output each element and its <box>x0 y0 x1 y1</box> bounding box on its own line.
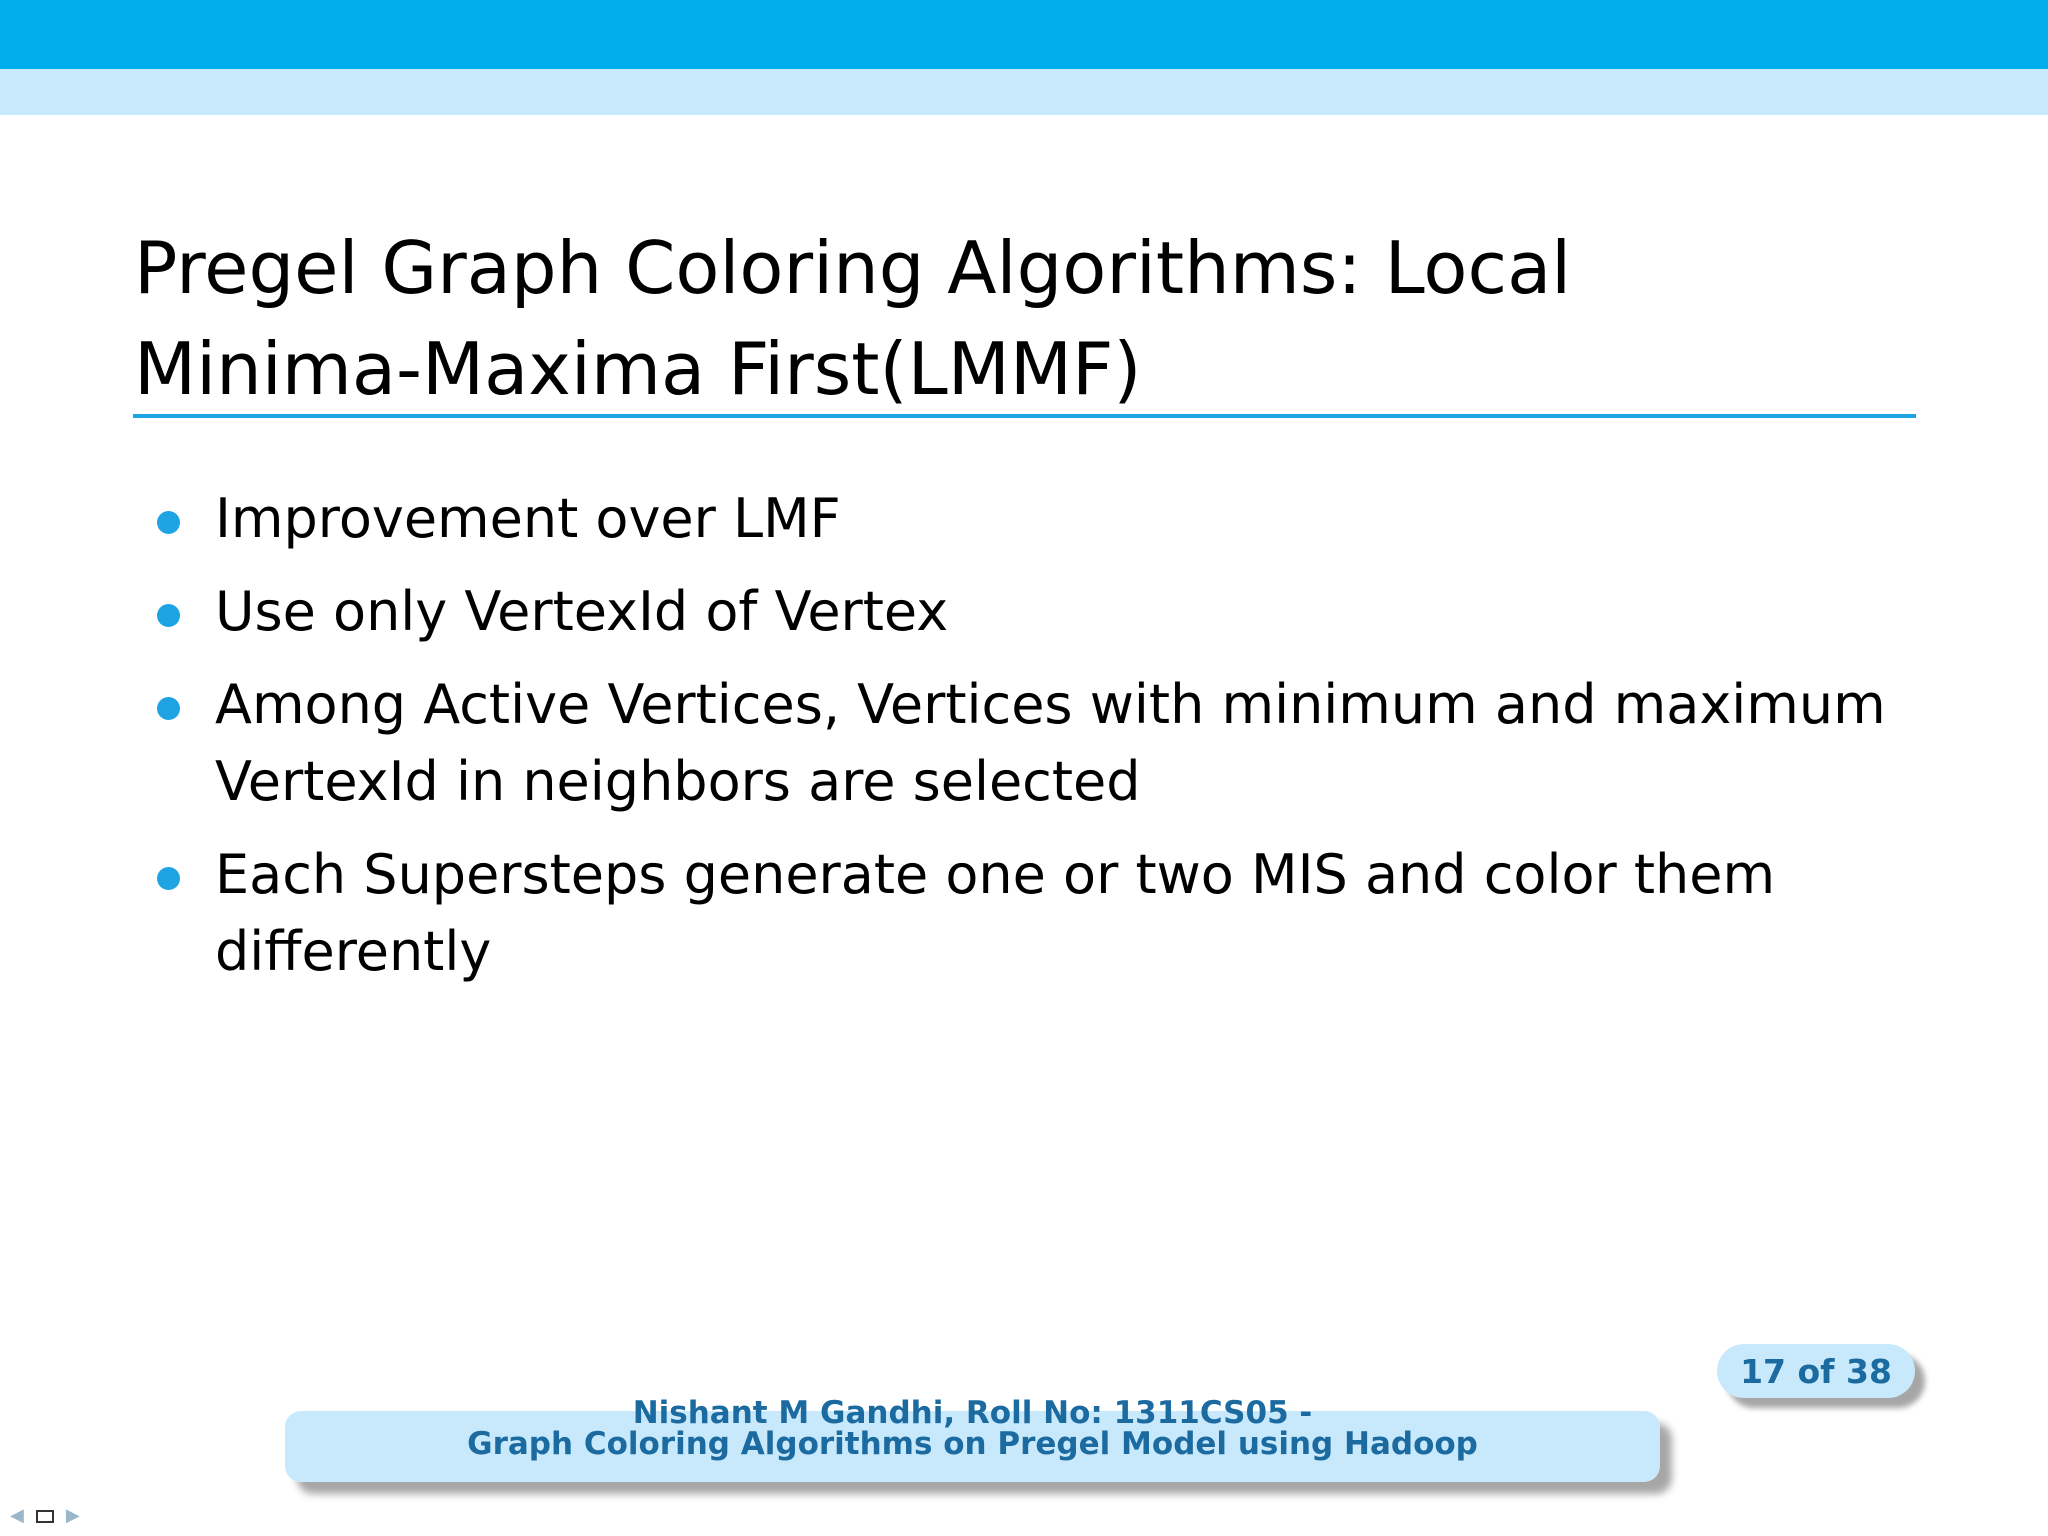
bullet-dot-icon <box>157 604 180 627</box>
frame-icon[interactable] <box>36 1510 54 1523</box>
slide-title <box>134 218 1914 420</box>
bullet-text-line: differently <box>215 920 492 983</box>
bullet-text-line: Improvement over LMF <box>215 487 841 550</box>
slide-navigation <box>10 1503 80 1529</box>
bullet-list <box>150 480 1930 1006</box>
bullet-dot-icon <box>157 511 180 534</box>
triangle-right-icon[interactable]: ▶ <box>65 1505 80 1526</box>
triangle-left-icon[interactable]: ◀ <box>10 1505 24 1526</box>
bullet-item <box>150 666 1930 820</box>
bullet-item <box>150 480 1930 557</box>
bullet-text-line: Among Active Vertices, Vertices with minimum and maximum <box>215 673 1886 736</box>
bullet-dot-icon <box>157 697 180 720</box>
page-indicator: 17 of 38 <box>1717 1344 1915 1398</box>
footer-title: Graph Coloring Algorithms on Pregel Model using Hadoop <box>467 1426 1478 1462</box>
bullet-text-line: VertexId in neighbors are selected <box>215 750 1141 813</box>
footer-author: Nishant M Gandhi, Roll No: 1311CS05 - <box>632 1395 1313 1431</box>
bullet-item <box>150 836 1930 990</box>
bullet-text-line: Use only VertexId of Vertex <box>215 580 949 643</box>
title-underline <box>133 414 1916 418</box>
title-line-2: Minima-Maxima First(LMMF) <box>134 327 1142 411</box>
header-subbar <box>0 69 2048 115</box>
header-bar <box>0 0 2048 69</box>
bullet-dot-icon <box>157 867 180 890</box>
bullet-item <box>150 573 1930 650</box>
title-line-1: Pregel Graph Coloring Algorithms: Local <box>134 226 1572 310</box>
bullet-text-line: Each Supersteps generate one or two MIS and color them <box>215 843 1776 906</box>
